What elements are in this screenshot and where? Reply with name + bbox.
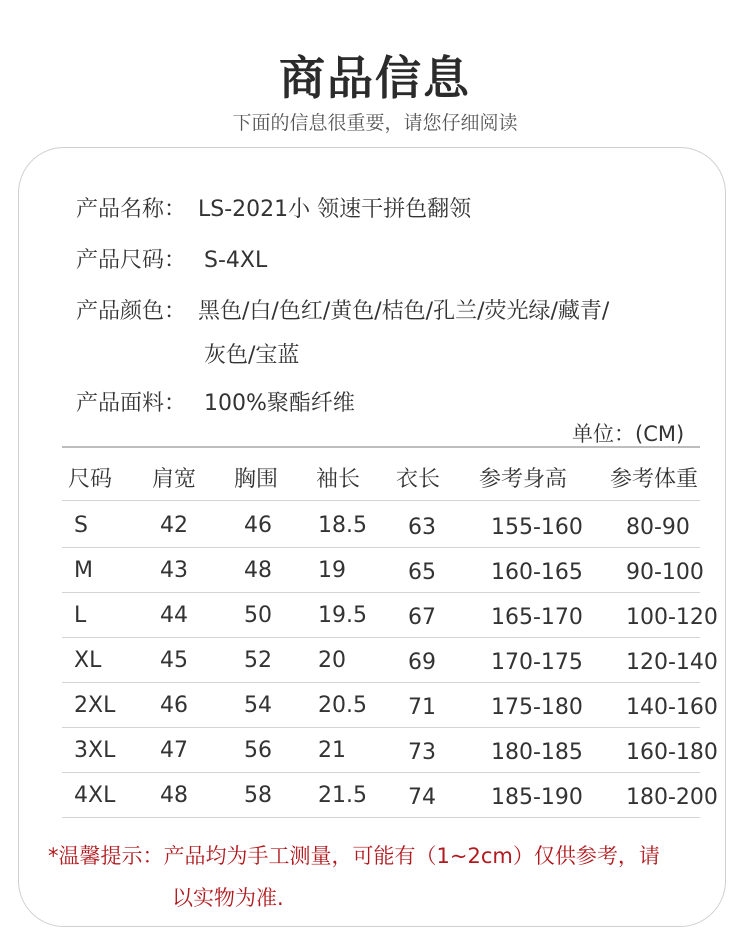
table-cell: 63 [408, 515, 436, 540]
header-length: 衣长 [396, 467, 441, 492]
table-row-divider [62, 547, 700, 548]
table-cell: 21 [318, 738, 346, 763]
header-shoulder: 肩宽 [152, 467, 197, 492]
table-cell: 58 [244, 783, 272, 808]
note-line-2: 以实物为准. [172, 886, 284, 910]
table-cell: 74 [408, 785, 436, 810]
table-cell: 19.5 [318, 603, 367, 628]
product-name-value: LS-2021小 领速干拼色翻领 [198, 197, 472, 222]
product-color-value: 黑色/白/色红/黄色/桔色/孔兰/荧光绿/藏青/ [198, 299, 610, 324]
table-cell: 67 [408, 605, 436, 630]
header-height: 参考身高 [479, 467, 568, 492]
table-cell: 175-180 [491, 695, 583, 720]
product-size-row [76, 243, 267, 274]
table-row-divider [62, 592, 700, 593]
table-header-rule [62, 500, 700, 501]
table-cell: L [74, 603, 87, 628]
table-cell: 3XL [74, 738, 116, 763]
table-cell: 160-180 [626, 740, 718, 765]
table-row-divider [62, 817, 700, 818]
product-size-label: 产品尺码： [76, 248, 187, 273]
table-cell: 155-160 [491, 515, 583, 540]
table-cell: 19 [318, 558, 346, 583]
product-fabric-row [76, 386, 355, 417]
table-cell: 46 [244, 513, 272, 538]
table-cell: 43 [160, 558, 188, 583]
table-row-divider [62, 682, 700, 683]
page-title: 商品信息 [279, 51, 471, 105]
note-line-1: *温馨提示：产品均为手工测量，可能有（1~2cm）仅供参考，请 [48, 844, 660, 868]
table-cell: 2XL [74, 693, 116, 718]
table-cell: 65 [408, 560, 436, 585]
product-color-value-cont: 灰色/宝蓝 [204, 343, 300, 368]
table-cell: 54 [244, 693, 272, 718]
table-cell: 185-190 [491, 785, 583, 810]
page-subtitle: 下面的信息很重要，请您仔细阅读 [232, 112, 518, 134]
table-top-rule [62, 446, 700, 448]
product-size-value: S-4XL [204, 248, 268, 273]
product-color-row [76, 294, 609, 325]
table-cell: 140-160 [626, 695, 718, 720]
table-cell: 160-165 [491, 560, 583, 585]
table-cell: 52 [244, 648, 272, 673]
table-cell: 20.5 [318, 693, 367, 718]
table-cell: 46 [160, 693, 188, 718]
table-cell: 48 [244, 558, 272, 583]
product-fabric-label: 产品面料： [76, 391, 187, 416]
table-cell: 180-200 [626, 785, 718, 810]
table-cell: 42 [160, 513, 188, 538]
table-cell: 71 [408, 695, 436, 720]
table-cell: 44 [160, 603, 188, 628]
table-cell: S [74, 513, 88, 538]
product-color-label: 产品颜色： [76, 299, 187, 324]
table-cell: 170-175 [491, 650, 583, 675]
table-cell: 165-170 [491, 605, 583, 630]
header-size: 尺码 [68, 467, 113, 492]
header-weight: 参考体重 [610, 467, 699, 492]
table-row-divider [62, 727, 700, 728]
table-cell: 73 [408, 740, 436, 765]
table-cell: 20 [318, 648, 346, 673]
table-cell: 180-185 [491, 740, 583, 765]
table-cell: 100-120 [626, 605, 718, 630]
product-fabric-value: 100%聚酯纤维 [204, 391, 355, 416]
table-cell: 120-140 [626, 650, 718, 675]
table-cell: 69 [408, 650, 436, 675]
table-cell: 48 [160, 783, 188, 808]
table-cell: XL [74, 648, 102, 673]
table-cell: 21.5 [318, 783, 367, 808]
table-cell: 47 [160, 738, 188, 763]
table-row-divider [62, 637, 700, 638]
table-cell: 90-100 [626, 560, 704, 585]
table-cell: 50 [244, 603, 272, 628]
table-cell: M [74, 558, 93, 583]
table-cell: 56 [244, 738, 272, 763]
table-row-divider [62, 772, 700, 773]
product-name-label: 产品名称： [76, 197, 187, 222]
header-chest: 胸围 [234, 467, 279, 492]
table-cell: 80-90 [626, 515, 690, 540]
header-sleeve: 袖长 [316, 467, 361, 492]
table-cell: 4XL [74, 783, 116, 808]
product-name-row [76, 192, 471, 223]
table-cell: 18.5 [318, 513, 367, 538]
table-cell: 45 [160, 648, 188, 673]
unit-label: 单位：(CM) [572, 422, 685, 446]
